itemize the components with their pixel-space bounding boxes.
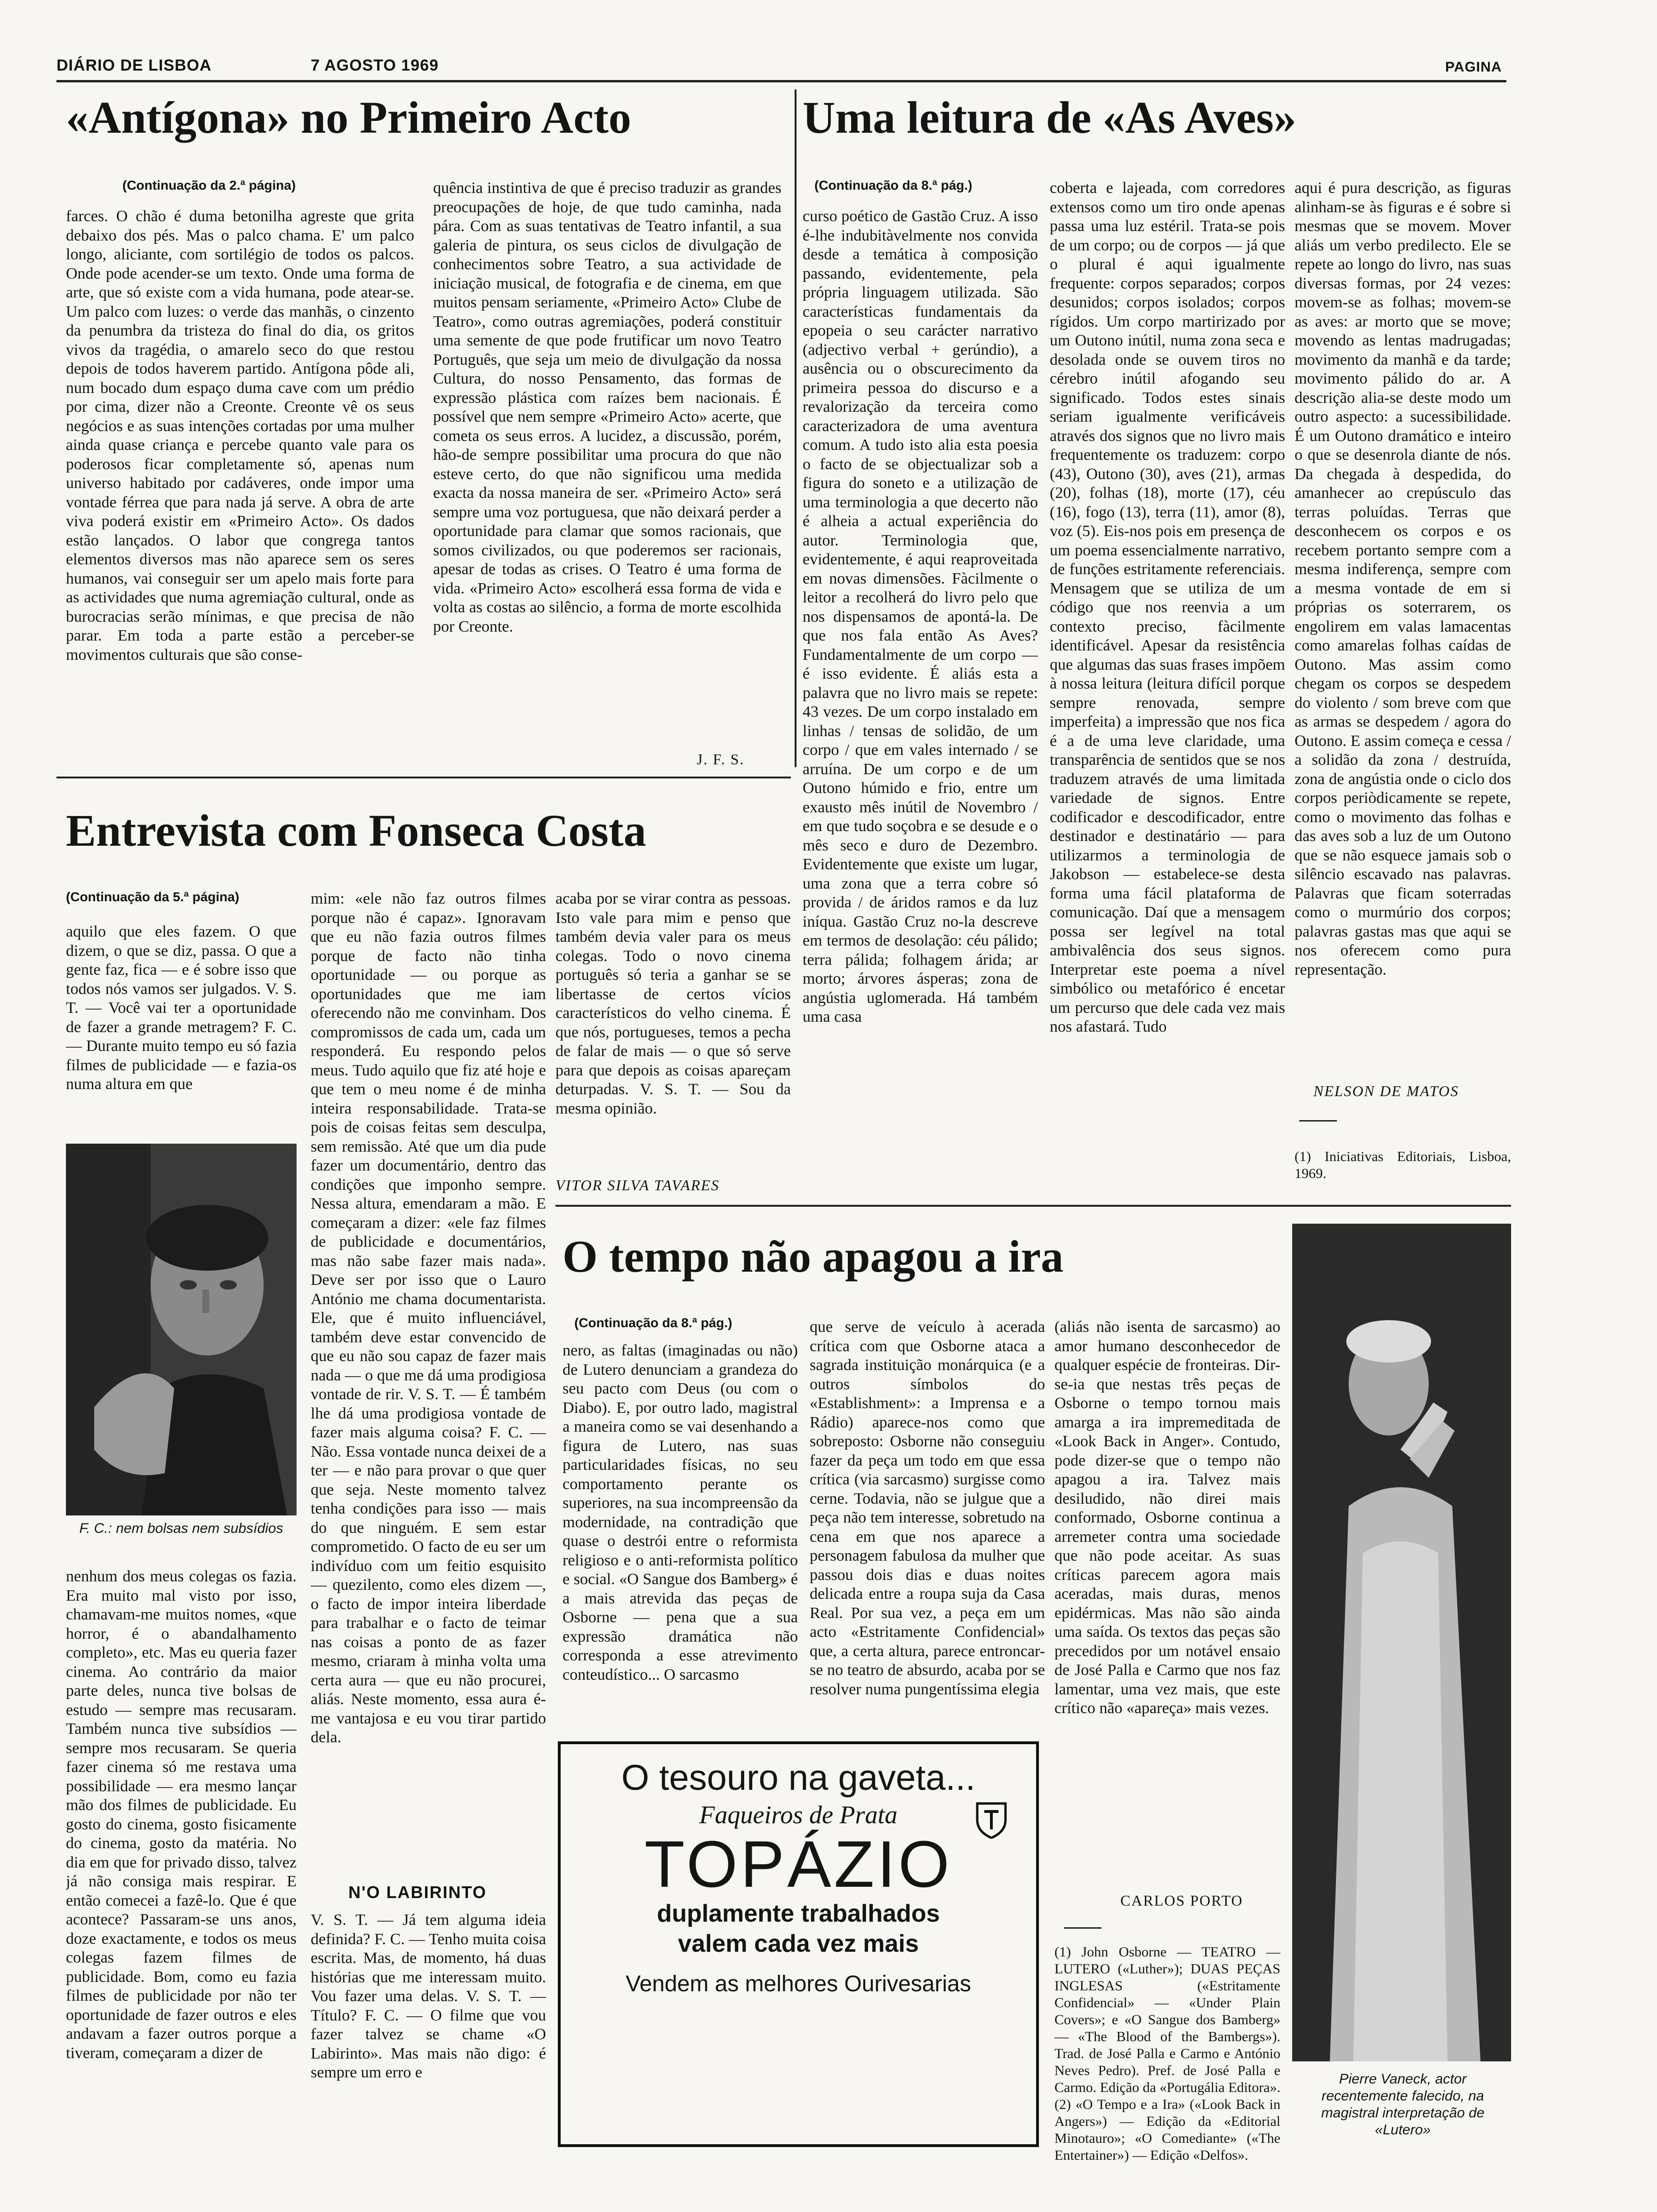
ad-product: Faqueiros de Prata bbox=[699, 1801, 898, 1829]
pierre-vaneck-photo bbox=[1292, 1224, 1511, 2061]
aves-column-2: coberta e lajeada, com corredores extensos como um tiro onde apenas passa uma luz estéril. Trata-se pois de um corpo; ou de corpos — já que o plural é aqui igualmente frequente: corpos separados; corpos desunidos; corpos isolados; corpos rígidos. Um corpo martirizado por um Outono inútil, numa zona seca e desolada onde se ouvem tiros no cérebro inútil afogando seu significado. Todos estes sinais seriam igualmente verificáveis através dos signos que no livro mais frequentemente os traduzem: corpo (43), Outono (30), aves (21), armas (20), folhas (18), morte (17), céu (16), fogo (13), terra (11), amor (8), voz (5). Eis-nos pois em presença de um poema essencialmente narrativo, de funções estritamente referenciais. Mensagem que se utiliza de um código que nos reenvia a um contexto preciso, fàcilmente identificável. Apesar da resistência que algumas das suas frases impõem à nossa leitura (leitura difícil porque sempre renovada, sempre imperfeita) a impressão que nos fica é a de uma leve claridade, uma transparência de sentidos que se nos traduzem através de uma limitada variedade de signos. Entre codificador e descodificador, entre destinador e destinatário — para utilizarmos a terminologia de Jakobson — estabelece-se desta forma uma fácil plataforma de comunicação. Daí que a mensagem possa ser legível na total ambivalência dos seus signos. Interpretar este poema a nível simbólico ou metafórico é encetar um percurso que dele cada vez mais nos afastará. Tudo bbox=[1050, 179, 1285, 1035]
ira-top-rule bbox=[555, 1205, 1511, 1207]
ad-headline: O tesouro na gaveta... bbox=[621, 1758, 976, 1798]
pierre-vaneck-caption: Pierre Vaneck, actor recentemente falecido, na magistral interpretação de «Lutero» bbox=[1321, 2071, 1485, 2138]
lutero-photo-image bbox=[1292, 1224, 1511, 2061]
masthead-rule bbox=[56, 80, 1506, 82]
ira-signature: CARLOS PORTO bbox=[1120, 1892, 1243, 1909]
fonseca-column-1-top: aquilo que eles fazem. O que dizem, o que se diz, passa. O que a gente faz, fica — e é sobre isso que todos nós vamos ser julgados. V. S. T. — Você vai ter a oportunidade de fazer a grande metragem? F. C. — Durante muito tempo eu só fazia filmes de publicidade — e fazia-os numa altura em que bbox=[66, 923, 297, 1093]
masthead-paper: DIÁRIO DE LISBOA bbox=[56, 56, 212, 74]
fonseca-column-1-bottom: nenhum dos meus colegas os fazia. Era muito mal visto por isso, chamavam-me muitos nomes, «que horror, é o abandalhamento completo», etc. Mas eu queria fazer cinema. Ao contrário da maior parte deles, nunca tive bolsas de estudo — sempre mas recusaram. Também nunca tive subsídios — sempre mos recusaram. Se queria fazer cinema só me restava uma possibilidade — era mesmo lançar mão dos filmes de publicidade. Eu gosto do cinema, gosto fisicamente do cinema, gosto da matéria. No dia em que for privado disso, talvez já não consiga mais respirar. E então comecei a fazê-lo. Que é que acontece? Passaram-se uns anos, doze exactamente, e todos os meus colegas fazem filmes de publicidade. Bom, como eu fazia filmes de publicidade por não ter oportunidade de fazer outros e eles andavam a fazer outros porque a tiveram, começaram a dizer de bbox=[66, 1568, 297, 2062]
aves-title: Uma leitura de «As Aves» bbox=[803, 92, 1296, 143]
ad-brand: TOPÁZIO bbox=[644, 1827, 952, 1901]
aves-signature: NELSON DE MATOS bbox=[1313, 1082, 1459, 1099]
fonseca-title: Entrevista com Fonseca Costa bbox=[66, 805, 646, 856]
ad-brand-row bbox=[561, 1829, 1036, 1899]
fonseca-subhead-labirinto: N'O LABIRINTO bbox=[348, 1883, 487, 1902]
fonseca-column-2-end: V. S. T. — Já tem alguma ideia definida? F. C. — Tenho muita coisa escrita. Mas, de momento, há duas histórias que me interessam muito. Vou fazer uma delas. V. S. T. — Título? F. C. — O filme que vou fazer talvez se chame «O Labirinto». Mas mais não digo: é sempre um erro e bbox=[311, 1911, 546, 2081]
ad-footer: Vendem as melhores Ourivesarias bbox=[626, 1972, 971, 1996]
aves-footnote: (1) Iniciativas Editoriais, Lisboa, 1969. bbox=[1295, 1149, 1511, 1181]
ira-title: O tempo não apagou a ira bbox=[563, 1231, 1064, 1282]
ad-tagline-2: valem cada vez mais bbox=[678, 1930, 919, 1957]
antigona-column-1: farces. O chão é duma betonilha agreste que grita debaixo dos pés. Mas o palco chama. E' um palco longo, aliciante, com sortilégio de todos os palcos. Onde pode acender-se um texto. Onde uma forma de arte, que só existe com a vida humana, pode atear-se. Um palco com luzes: o verde das manhãs, o cinzento da penumbra da tristeza do final do dia, os gritos vivos da tragédia, o amarelo seco do que restou depois de todos haverem partido. Antígona pôde ali, num bocado dum espaço duma cave com um prédio por cima, dizer não a Creonte. Creonte vê os seus negócios e as suas intenções cortadas por uma mulher ainda quase criança e percebe quanto vale para os poderosos ficar completamente só, apenas num universo habitado por cadáveres, onde impor uma vontade férrea que para nada já serve. A obra de arte viva poderá existir em «Primeiro Acto». Os dados estão lançados. O labor que congrega tantos elementos diversos mas não aparece sem os seres humanos, vai conseguir ser um apelo mais forte para as actividades que numa agremiação cultural, onde as burocracias serão mínimas, e que precisa de não parar. Em toda a parte estão a perceber-se movimentos culturais que são conse- bbox=[66, 208, 414, 664]
fonseca-column-2: mim: «ele não faz outros filmes porque não é capaz». Ignoravam que eu não fazia outros filmes porque de facto não tinha oportunidade — ou porque as oportunidades que me iam oferecendo não me convinham. Dos compromissos de cada um, cada um responderá. Eu respondo pelos meus. Tudo aquilo que fiz até hoje e que tem o meu nome é de minha inteira responsabilidade. Trata-se pois de coisas feitas sem desculpa, sem remissão. Até que um dia pude fazer um documentário, dentro das condições que imponho sempre. Nessa altura, emendaram a mão. E começaram a dizer: «ele faz filmes de publicidade e documentários, mas não sabe fazer mais nada». Deve ser por isso que o Lauro António me chama documentarista. Ele, que é muito influenciável, também deve estar convencido de que eu não sou capaz de fazer mais nada — o que me dá uma prodigiosa vontade de rir. V. S. T. — É também lhe dá uma prodigiosa vontade de fazer mais alguma coisa? F. C. — Não. Essa vontade nunca deixei de a ter — e não para provar o que quer que seja. Neste momento talvez tenha condições para isso — mais do que ninguém. E sem estar comprometido. O facto de eu ser um indivíduo com um feitio esquisito — quezilento, como eles dizem —, o facto de impor inteira liberdade para trabalhar e o facto de teimar nas coisas a ponto de as fazer mesmo, criaram à minha volta uma certa aura — que eu não procurei, aliás. Neste momento, essa aura é-me vantajosa e eu vou tirar partido dela. bbox=[311, 890, 546, 1746]
ira-column-2: que serve de veículo à acerada crítica com que Osborne ataca a sagrada instituição monárquica (e a outros símbolos do «Establishment»: a Imprensa e a Rádio) aparece-nos como que sobreposto: Osborne não conseguiu fazer da peça um todo em que essa crítica (via sarcasmo) surgisse como cerne. Todavia, não se julgue que a peça não tem interesse, sobretudo na cena em que nos aparece a personagem fabulosa da mulher que passou dois dias e duas noites delicada entre a roupa suja da Casa Real. Por sua vez, a peça em um acto «Estritamente Confidencial» que, a certa altura, parece entroncar-se no teatro de absurdo, acaba por se resolver numa pungentíssima elegia bbox=[810, 1318, 1045, 1698]
fonseca-top-rule bbox=[56, 777, 791, 778]
portrait-image bbox=[66, 1144, 297, 1515]
ira-continuation: (Continuação da 8.ª pág.) bbox=[574, 1315, 732, 1330]
ad-tagline-1: duplamente trabalhados bbox=[657, 1900, 940, 1927]
ira-column-3: (aliás não isenta de sarcasmo) ao amor humano desconhecedor de qualquer espécie de fronteiras. Dir-se-ia que nestas três peças de Osborne o tempo tornou mais amarga a ira impremeditada de «Look Back in Anger». Contudo, pode dizer-se que o tempo não apagou a ira. Talvez mais desiludido, não direi mais conformado, Osborne continua a arremeter contra uma sociedade que não pode aceitar. As suas críticas parecem agora mais aceradas, mais duras, menos epidérmicas. Mas não são ainda uma saída. Os textos das peças são precedidos por um notável ensaio de José Palla e Carmo que nos faz lamentar, uma vez mais, que este crítico não «apareça» mais vezes. bbox=[1054, 1318, 1280, 1717]
aves-footnote-rule bbox=[1299, 1120, 1337, 1122]
brand-shield-icon bbox=[975, 1801, 1008, 1839]
antigona-title: «Antígona» no Primeiro Acto bbox=[66, 92, 631, 143]
ira-column-1: nero, as faltas (imaginadas ou não) de Lutero denunciam a grandeza do seu pacto com Deus (ou com o Diabo). E, por outro lado, magistral a maneira como se vai desenhando a figura de Lutero, nas suas particularidades físicas, no seu comportamento perante os superiores, na sua incompreensão da modernidade, na contradição que quase o destrói entre o reformista religioso e o anti-reformista político e social. «O Sangue dos Bamberg» é a mais atrevida das peças de Osborne — pena que a sua expressão dramática não corresponda a esse atrevimento conteudístico... O sarcasmo bbox=[563, 1342, 798, 1683]
aves-continuation: (Continuação da 8.ª pág.) bbox=[814, 178, 973, 192]
topazio-advertisement bbox=[558, 1741, 1039, 2147]
masthead-page-label: PAGINA bbox=[1445, 59, 1502, 75]
masthead-date: 7 AGOSTO 1969 bbox=[311, 56, 439, 74]
fonseca-photo-caption: F. C.: nem bolsas nem subsídios bbox=[79, 1521, 283, 1536]
ira-notes: (1) John Osborne — TEATRO — LUTERO («Luther»); DUAS PEÇAS INGLESAS («Estritamente Confidencial» — «Under Plain Covers»; e «O Sangue dos Bamberg» — «The Blood of the Bambergs»). Trad. de José Palla e Carmo e António Neves Pedro). Pref. de José Palla e Carmo. Edição da «Portugália Editora». (2) «O Tempo e a Ira» («Look Back in Angers») — Edição da «Editorial Minotauro»; «O Comediante» («The Entertainer») — Edição «Delfos». bbox=[1054, 1944, 1280, 2163]
fonseca-signature: VITOR SILVA TAVARES bbox=[555, 1177, 720, 1194]
fonseca-continuation: (Continuação da 5.ª página) bbox=[66, 890, 240, 904]
antigona-continuation: (Continuação da 2.ª página) bbox=[122, 178, 296, 192]
antigona-signature: J. F. S. bbox=[697, 751, 745, 768]
fonseca-costa-photo bbox=[66, 1144, 297, 1515]
antigona-column-2: quência instintiva de que é preciso traduzir as grandes preocupações de hoje, de que tudo caminha, nada pára. Com as suas tentativas de Teatro infantil, a sua galeria de pintura, os seus ciclos de divulgação de conhecimentos sobre Teatro, a sua actividade de iniciação musical, de fotografia e de cinema, em que muitos pensam seriamente, «Primeiro Acto» Clube de Teatro», como outras agremiações, poderá constituir uma semente de que pode frutificar um novo Teatro Português, que seja um meio de divulgação da nossa Cultura, do nosso Pensamento, das formas de expressão plástica com raízes bem nacionais. É possível que nem sempre «Primeiro Acto» acerte, que cometa os seus erros. A lucidez, a discussão, porém, hão-de sempre possibilitar uma procura do que não esteve certo, do que não significou uma medida exacta da nossa maneira de ser. «Primeiro Acto» será sempre uma voz portuguesa, que não deixará perder a oportunidade para clamar que somos racionais, que somos civilizados, ou que poderemos ser racionais, apesar de todas as crises. O Teatro é uma forma de vida. «Primeiro Acto» escolherá essa forma de vida e volta as costas ao silêncio, a forma de morte escolhida por Creonte. bbox=[433, 179, 781, 635]
column-divider-top bbox=[795, 89, 796, 767]
ira-notes-rule bbox=[1064, 1927, 1102, 1929]
fonseca-column-3: acaba por se virar contra as pessoas. Isto vale para mim e penso que também devia valer para os meus colegas. Todo o novo cinema português só teria a ganhar se se libertasse de certos vícios característicos do velho cinema. É que nós, portugueses, temos a pecha de falar de mais — o que só serve para que depois as coisas apareçam deturpadas. V. S. T. — Sou da mesma opinião. bbox=[555, 890, 791, 1117]
aves-column-1: curso poético de Gastão Cruz. A isso é-lhe indubitàvelmente nos convida desde a temática à composição passando, evidentemente, pela própria linguagem utilizada. São características fundamentais da epopeia o seu carácter narrativo (adjectivo verbal + gerúndio), a ausência ou o obscurecimento da primeira pessoa do discurso e a revalorização da terceira como caracterizadora de uma aventura comum. A tudo isto alia esta poesia o facto de se objectualizar sob a figura do soneto e a utilização de uma terminologia a que decerto não é alheia a actual experiência do autor. Terminologia que, evidentemente, é aqui reaproveitada em novas dimensões. Fàcilmente o leitor a recolherá do livro pelo que nos dispensamos de apontá-la. De que nos fala então As Aves? Fundamentalmente de um corpo — é isso evidente. É aliás esta a palavra que no livro mais se repete: 43 vezes. De um corpo instalado em linhas / tensas de solidão, de um corpo / que em vales internado / se arruína. De um corpo e de um Outono húmido e frio, entre um exausto mês inútil de Novembro / em que tudo soçobra e se desude e o mês seco e duro de Dezembro. Evidentemente que existe um lugar, uma zona que a terra cobre só provida / de áridos ramos e da luz iníqua. Gastão Cruz no-la descreve em termos de desolação: céu pálido; terra pálida; folhagem árida; ar morto; árvores ásperas; zona de angústia uglomerada. Há também uma casa bbox=[803, 208, 1038, 1026]
aves-column-3: aqui é pura descrição, as figuras alinham-se às figuras e é sobre si mesmas que se movem. Mover aliás um verbo predilecto. Ele se repete ao longo do livro, nas suas diversas formas, por 24 vezes: movem-se as folhas; movem-se as aves: ar morto que se move; movendo as lentas madrugadas; movimento da manhã e da tarde; movimento pálido do ar. A descrição alia-se deste modo um outro aspecto: a sucessibilidade. É um Outono dramático e inteiro o que se desenrola diante de nós. Da chegada à despedida, do amanhecer ao crepúsculo das terras poluídas. Terras que desconhecem os corpos e os recebem portanto sempre com a mesma indiferença, sempre com a mesma vontade de em si próprias os soterrarem, os engolirem em valas lamacentas como amarelas folhas caídas de Outono. Mas assim como chegam os corpos se despedem do violento / som breve com que as armas se despedem / agora do Outono. E assim começa e cessa / a solidão da zona / destruída, zona de angústia onde o ciclo dos corpos periòdicamente se repete, como o movimento das folhas e das aves sob a luz de um Outono que se não esquece jamais sob o silêncio escavado nas palavras. Palavras que ficam soterradas como o murmúrio dos corpos; palavras gastas mas que aqui se nos oferecem como pura representação. bbox=[1295, 179, 1511, 978]
